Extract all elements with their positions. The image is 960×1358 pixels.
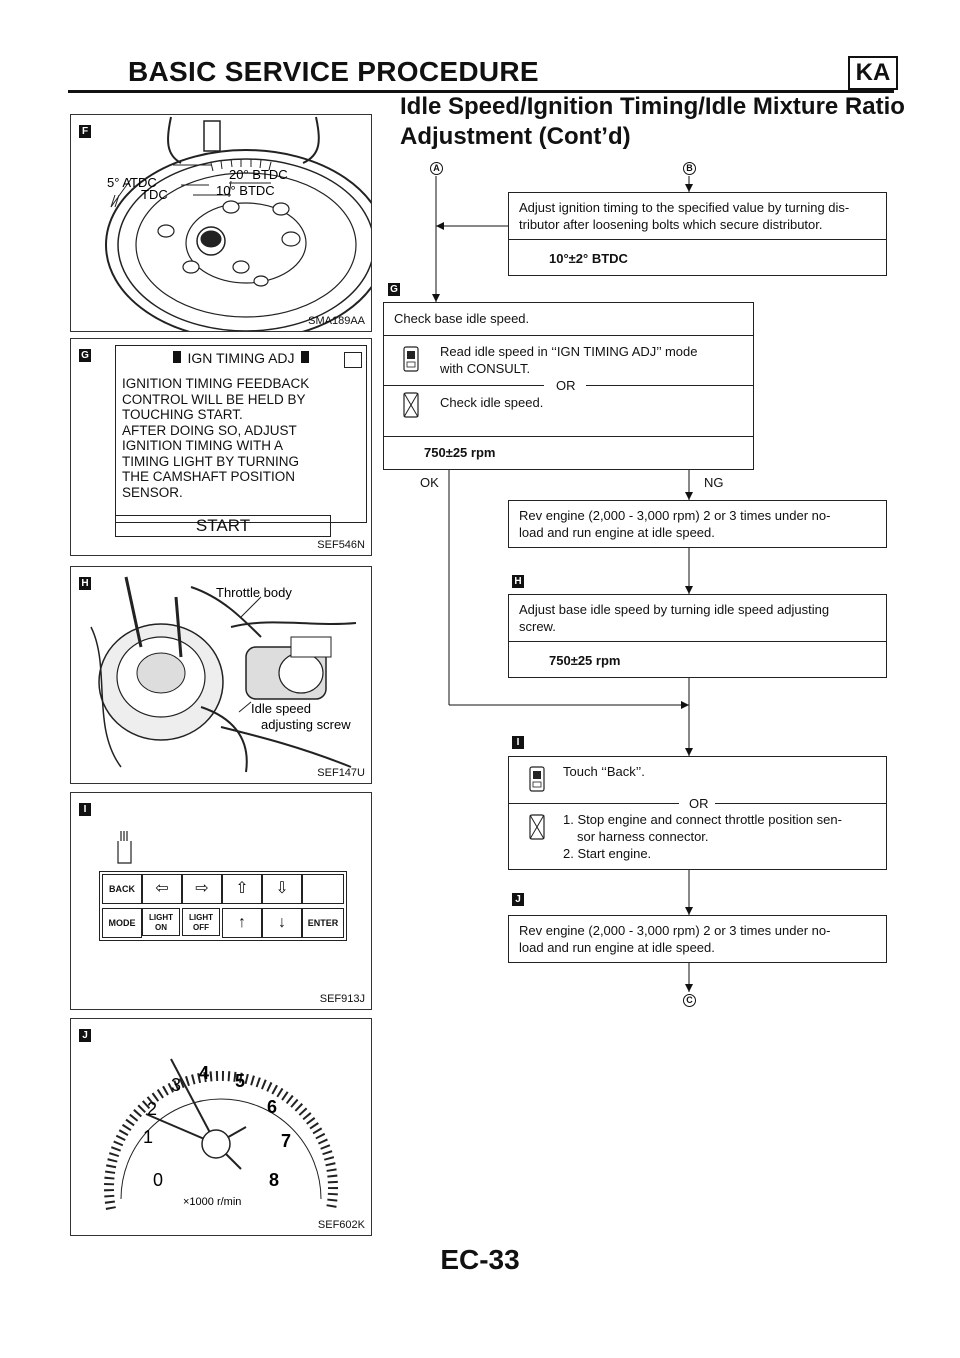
decrement-key[interactable]: ↓	[262, 908, 302, 938]
engine-badge: KA	[848, 56, 898, 90]
rev-engine-box-1	[508, 500, 887, 548]
box5-manual-2: 2. Start engine.	[563, 846, 652, 861]
figure-code: SEF913J	[319, 993, 365, 1005]
dial-4: 4	[199, 1063, 210, 1083]
box2-spec: 750±25 rpm	[424, 445, 496, 460]
box2-or: OR	[556, 378, 576, 393]
back-key[interactable]: BACK	[102, 874, 142, 904]
screen-title: IGN TIMING ADJ	[116, 350, 366, 366]
dial-7: 7	[281, 1131, 292, 1151]
light-on-key[interactable]: LIGHT ON	[142, 908, 180, 936]
step-letter-j: J	[512, 893, 524, 906]
down-arrow-key[interactable]: ⇩	[262, 874, 302, 904]
mode-key[interactable]: MODE	[102, 908, 142, 938]
box2-consult-line-1: Read idle speed in ‘‘IGN TIMING ADJ’’ mode	[440, 344, 698, 359]
step-letter-g: G	[388, 283, 400, 296]
box2-manual: Check idle speed.	[440, 395, 544, 410]
label-5-atdc: 5° ATDC	[107, 175, 157, 190]
figure-code: SEF546N	[317, 539, 365, 551]
box5-or: OR	[689, 796, 709, 811]
step-letter-i: I	[512, 736, 524, 749]
left-arrow-key[interactable]: ⇦	[142, 874, 182, 904]
manual-check-icon	[527, 813, 547, 841]
connector-b: B	[683, 162, 696, 175]
figure-code: SEF147U	[317, 767, 365, 779]
dial-6: 6	[267, 1097, 278, 1117]
figure-letter-h: H	[79, 577, 91, 590]
consult-icon	[527, 765, 547, 793]
dial-1: 1	[143, 1127, 154, 1147]
adjust-ignition-timing-box	[508, 192, 887, 276]
up-arrow-key[interactable]: ⇧	[222, 874, 262, 904]
box6-text-1: Rev engine (2,000 - 3,000 rpm) 2 or 3 times under no-	[519, 923, 831, 938]
box5-manual-1b: sor harness connector.	[577, 829, 709, 844]
dial-2: 2	[147, 1099, 158, 1119]
label-adjusting-screw: adjusting screw	[261, 717, 351, 732]
box2-title: Check base idle speed.	[394, 311, 530, 326]
screen-message: IGNITION TIMING FEEDBACK CONTROL WILL BE HELD BY TOUCHING START. AFTER DOING SO, ADJUST IGNITION TIMING WITH A TIMING LIGHT BY TURNING THE CAMSHAFT POSITION SENSOR.	[122, 376, 310, 500]
box3-text-2: load and run engine at idle speed.	[519, 525, 715, 540]
figure-code: SMA189AA	[308, 315, 365, 327]
box1-text-2: tributor after loosening bolts which secure distributor.	[519, 217, 823, 232]
label-idle-speed: Idle speed	[251, 701, 311, 716]
box3-text-1: Rev engine (2,000 - 3,000 rpm) 2 or 3 times under no-	[519, 508, 831, 523]
figure-letter-i: I	[79, 803, 91, 816]
box1-spec: 10°±2° BTDC	[549, 251, 628, 266]
check-base-idle-speed-box	[383, 302, 754, 470]
box4-spec: 750±25 rpm	[549, 653, 621, 668]
box2-consult-line-2: with CONSULT.	[440, 361, 531, 376]
subtitle-line-2: Adjustment (Cont’d)	[400, 123, 631, 150]
subtitle-line-1: Idle Speed/Ignition Timing/Idle Mixture Ratio	[400, 93, 905, 120]
dial-5: 5	[235, 1071, 246, 1091]
step-letter-h: H	[512, 575, 524, 588]
light-off-key[interactable]: LIGHT OFF	[182, 908, 220, 936]
connector-c: C	[683, 994, 696, 1007]
box4-text-1: Adjust base idle speed by turning idle speed adjusting	[519, 602, 830, 617]
label-throttle-body: Throttle body	[216, 585, 292, 600]
increment-key[interactable]: ↑	[222, 908, 262, 938]
box4-text-2: screw.	[519, 619, 556, 634]
figure-code: SEF602K	[317, 1219, 365, 1231]
label-20-btdc: 20° BTDC	[229, 167, 288, 182]
box6-text-2: load and run engine at idle speed.	[519, 940, 715, 955]
dial-unit: ×1000 r/min	[183, 1196, 242, 1208]
start-button[interactable]: START	[115, 515, 331, 537]
dial-3: 3	[171, 1075, 182, 1095]
enter-key[interactable]: ENTER	[302, 908, 344, 938]
connector-a: A	[430, 162, 443, 175]
box5-consult: Touch ‘‘Back’’.	[563, 764, 645, 779]
right-arrow-key[interactable]: ⇨	[182, 874, 222, 904]
consult-icon	[401, 345, 421, 373]
label-10-btdc: 10° BTDC	[216, 183, 275, 198]
label-tdc: TDC	[141, 187, 168, 202]
box5-manual-1: 1. Stop engine and connect throttle position sen-	[563, 812, 842, 827]
adjust-base-idle-box	[508, 594, 887, 678]
dial-8: 8	[269, 1170, 280, 1190]
section-title: BASIC SERVICE PROCEDURE	[128, 56, 539, 87]
touch-back-box	[508, 756, 887, 870]
dial-0: 0	[153, 1170, 164, 1190]
box1-text-1: Adjust ignition timing to the specified value by turning dis-	[519, 200, 850, 215]
figure-letter-g: G	[79, 349, 91, 362]
page-number: EC-33	[440, 1244, 520, 1275]
ng-label: NG	[704, 475, 724, 490]
ok-label: OK	[420, 475, 439, 490]
rev-engine-box-2	[508, 915, 887, 963]
figure-letter-j: J	[79, 1029, 91, 1042]
figure-letter-f: F	[79, 125, 91, 138]
manual-check-icon	[401, 391, 421, 419]
